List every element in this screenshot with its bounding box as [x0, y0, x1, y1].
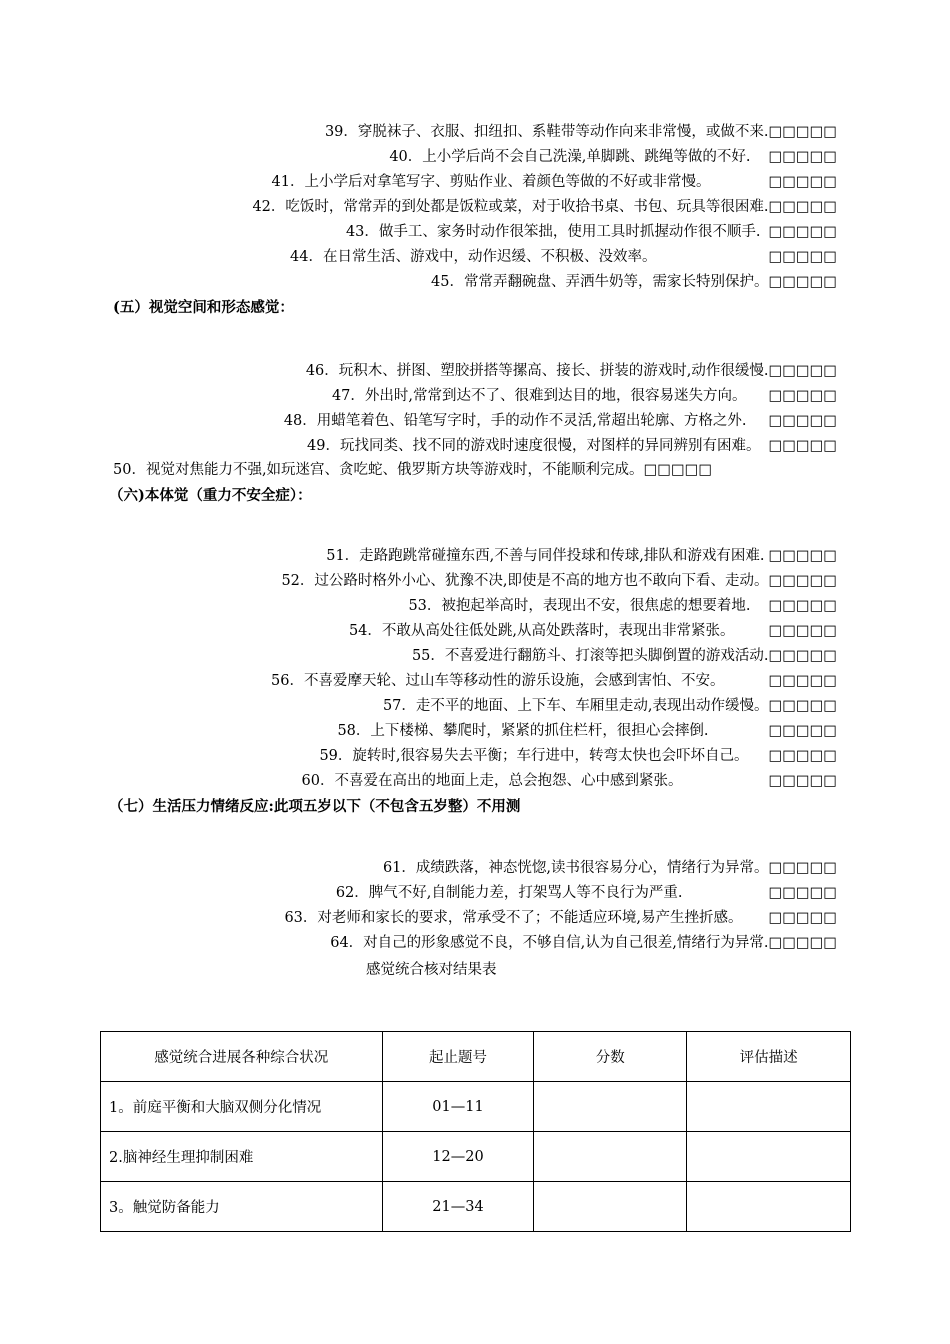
question-60: 60．不喜爱在高出的地面上走，总会抱怨、心中感到紧张。 □□□□□: [301, 773, 837, 789]
rating-checkboxes[interactable]: □□□□□: [768, 149, 837, 165]
question-55: 55．不喜爱进行翻筋斗、打滚等把头脚倒置的游戏活动.□□□□□: [411, 648, 837, 664]
rating-checkboxes[interactable]: □□□□□: [768, 698, 837, 714]
question-47: 47．外出时,常常到达不了、很难到达目的地，很容易迷失方向。 □□□□□: [331, 388, 837, 404]
header-status: 感觉统合进展各种综合状况: [101, 1032, 383, 1082]
question-46: 46．玩积木、拼图、塑胶拼搭等摞高、接长、拼装的游戏时,动作很缓慢.□□□□□: [305, 363, 837, 379]
score-cell[interactable]: [534, 1182, 687, 1232]
question-40: 40．上小学后尚不会自己洗澡,单脚跳、跳绳等做的不好. □□□□□: [389, 149, 837, 165]
assessment-cell[interactable]: [687, 1182, 851, 1232]
row-range: 12—20: [382, 1132, 534, 1182]
question-50: 50．视觉对焦能力不强,如玩迷宫、贪吃蛇、俄罗斯方块等游戏时，不能顺利完成。□□□□□: [113, 462, 713, 478]
rating-checkboxes[interactable]: □□□□□: [768, 249, 837, 265]
rating-checkboxes[interactable]: □□□□□: [768, 748, 837, 764]
rating-checkboxes[interactable]: □□□□□: [768, 548, 837, 564]
question-53: 53．被抱起举高时，表现出不安，很焦虑的想要着地. □□□□□: [408, 598, 837, 614]
question-54: 54．不敢从高处往低处跳,从高处跌落时，表现出非常紧张。 □□□□□: [348, 623, 837, 639]
results-table: [100, 1031, 851, 1232]
rating-checkboxes[interactable]: □□□□□: [768, 199, 837, 215]
row-name: 3。触觉防备能力: [101, 1182, 383, 1232]
question-63: 63．对老师和家长的要求，常承受不了；不能适应环境,易产生挫折感。 □□□□□: [284, 910, 837, 926]
header-score: 分数: [534, 1032, 687, 1082]
rating-checkboxes[interactable]: □□□□□: [768, 648, 837, 664]
rating-checkboxes[interactable]: □□□□□: [768, 860, 837, 876]
table-caption: 感觉统合核对结果表: [366, 962, 497, 978]
question-42: 42．吃饭时，常常弄的到处都是饭粒或菜，对于收拾书桌、书包、玩具等很困难.□□□□□: [252, 199, 837, 215]
assessment-cell[interactable]: [687, 1082, 851, 1132]
rating-checkboxes[interactable]: □□□□□: [768, 910, 837, 926]
question-51: 51．走路跑跳常碰撞东西,不善与同伴投球和传球,排队和游戏有困难. □□□□□: [326, 548, 837, 564]
rating-checkboxes[interactable]: □□□□□: [768, 723, 837, 739]
rating-checkboxes[interactable]: □□□□□: [768, 274, 837, 290]
rating-checkboxes[interactable]: □□□□□: [768, 438, 837, 454]
table-header-row: [101, 1032, 851, 1082]
assessment-cell[interactable]: [687, 1132, 851, 1182]
rating-checkboxes[interactable]: □□□□□: [768, 935, 837, 951]
question-43: 43．做手工、家务时动作很笨拙，使用工具时抓握动作很不顺手. □□□□□: [345, 224, 837, 240]
question-41: 41．上小学后对拿笔写字、剪贴作业、着颜色等做的不好或非常慢。 □□□□□: [271, 174, 837, 190]
rating-checkboxes[interactable]: □□□□□: [768, 885, 837, 901]
question-45: 45．常常弄翻碗盘、弄洒牛奶等，需家长特别保护。□□□□□: [431, 274, 837, 290]
question-39: 39．穿脱袜子、衣服、扣纽扣、系鞋带等动作向来非常慢，或做不来.□□□□□: [324, 124, 837, 140]
rating-checkboxes[interactable]: □□□□□: [768, 773, 837, 789]
question-61: 61．成绩跌落，神态恍惚,读书很容易分心，情绪行为异常。□□□□□: [382, 860, 837, 876]
question-49: 49．玩找同类、找不同的游戏时速度很慢，对图样的异同辨别有困难。 □□□□□: [307, 438, 837, 454]
question-64: 64．对自己的形象感觉不良，不够自信,认为自己很差,情绪行为异常.□□□□□: [330, 935, 837, 951]
row-range: 21—34: [382, 1182, 534, 1232]
question-59: 59．旋转时,很容易失去平衡；车行进中，转弯太快也会吓坏自己。 □□□□□: [319, 748, 837, 764]
row-name: 1。前庭平衡和大脑双侧分化情况: [101, 1082, 383, 1132]
rating-checkboxes[interactable]: □□□□□: [768, 224, 837, 240]
table-row: [101, 1082, 851, 1132]
rating-checkboxes[interactable]: □□□□□: [768, 174, 837, 190]
header-range: 起止题号: [382, 1032, 534, 1082]
table-row: [101, 1182, 851, 1232]
section-heading-stress-emotion: （七）生活压力情绪反应:此项五岁以下（不包含五岁整）不用测: [109, 798, 521, 815]
rating-checkboxes[interactable]: □□□□□: [768, 124, 837, 140]
rating-checkboxes[interactable]: □□□□□: [643, 462, 713, 478]
question-62: 62．脾气不好,自制能力差，打架骂人等不良行为严重. □□□□□: [335, 885, 837, 901]
header-assessment: 评估描述: [687, 1032, 851, 1082]
question-58: 58．上下楼梯、攀爬时，紧紧的抓住栏杆，很担心会摔倒. □□□□□: [337, 723, 837, 739]
question-57: 57．走不平的地面、上下车、车厢里走动,表现出动作缓慢。□□□□□: [382, 698, 837, 714]
rating-checkboxes[interactable]: □□□□□: [768, 413, 837, 429]
rating-checkboxes[interactable]: □□□□□: [768, 598, 837, 614]
score-cell[interactable]: [534, 1082, 687, 1132]
score-cell[interactable]: [534, 1132, 687, 1182]
table-row: [101, 1132, 851, 1182]
question-44: 44．在日常生活、游戏中，动作迟缓、不积极、没效率。 □□□□□: [290, 249, 837, 265]
question-56: 56．不喜爱摩天轮、过山车等移动性的游乐设施，会感到害怕、不安。 □□□□□: [271, 673, 837, 689]
row-range: 01—11: [382, 1082, 534, 1132]
row-name: 2.脑神经生理抑制困难: [101, 1132, 383, 1182]
question-48: 48．用蜡笔着色、铅笔写字时，手的动作不灵活,常超出轮廓、方格之外. □□□□□: [283, 413, 837, 429]
section-heading-visual-spatial: (五）视觉空间和形态感觉：: [113, 299, 294, 316]
rating-checkboxes[interactable]: □□□□□: [768, 623, 837, 639]
rating-checkboxes[interactable]: □□□□□: [768, 388, 837, 404]
section-heading-proprioception: （六)本体觉（重力不安全症）：: [109, 487, 312, 504]
rating-checkboxes[interactable]: □□□□□: [768, 673, 837, 689]
rating-checkboxes[interactable]: □□□□□: [768, 573, 837, 589]
rating-checkboxes[interactable]: □□□□□: [768, 363, 837, 379]
question-52: 52．过公路时格外小心、犹豫不决,即使是不高的地方也不敢向下看、走动。□□□□□: [281, 573, 837, 589]
